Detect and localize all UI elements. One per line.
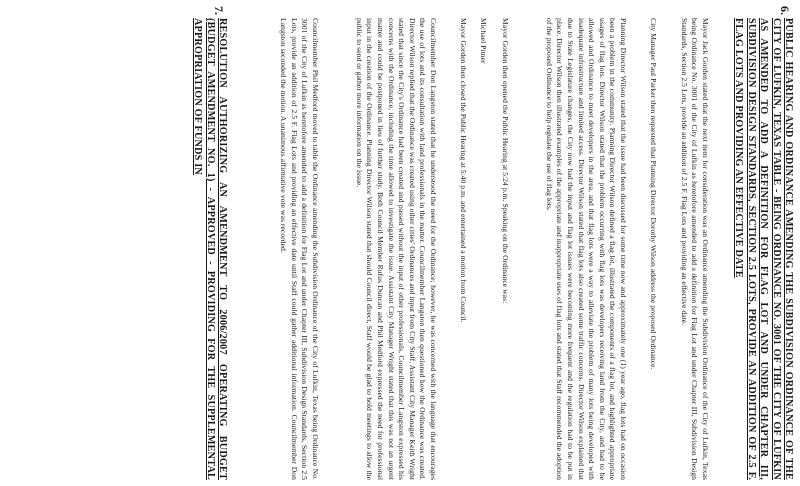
- agenda-item-title-2: RESOLUTION AUTHORIZING AN AMENDMENT TO 2006/2007 OPERATING BUDGET (BUDGET AMENDMENT NO. 1) - APPROVED - PROVIDING FOR THE SUPPLEMENTAL APPROPRIATION OF FUNDS IN: [192, 18, 228, 480]
- paragraph-planning-director: Planning Director Wilson stated that the issue had been discussed for some time now and approximately one (1) year ago, flag lots had on occasion been a problem in the community. Planning Director Wilson defined a flag lot, illustrated the components of a flag lot, and highlighted appropriate usages of flag lots. Director Wilson stated that the problem occurring with flag lots was developers receiving land from the City, and had to be allowed and Ordinance to meet developers in the area, and that flag lots were a way to alleviate the problem of many lots being developed with inadequate infrastructure and limited access. Director Wilson stated that flag lots also created some traffic concerns. Director Wilson explained that due to State Legislature changes, the City now had the input and flag lot issues were becoming more frequent and the regulation had to be put in place. Director Wilson then illustrated examples of the appropriate and inappropriate uses of flag lots and stated that Staff recommended the adoption of the proposed Ordinance to help regulate the use of flag lots.: [544, 18, 628, 480]
- item-number: 6.: [778, 6, 792, 15]
- paragraph-mayor-statement: Mayor Jack Gorden stated that the next item for consideration was an Ordinance amending the Subdivision Ordinance of the City of Lufkin, Texas being Ordinance No. 3001 of the City of Lufkin as heretofore amended to add a definition for Flag Lot and under Chapter III, Subdivision Design Standards, Section 2.5 Lots, provide an addition of 2.5 F. Flag Lots and providing an effective date.: [679, 18, 710, 480]
- paragraph-public-hearing-close: Mayor Gorden then closed the Public Hearing at 5:40 p.m. and entertained a motion from Council.: [459, 18, 468, 323]
- item-number-2: 7.: [212, 6, 226, 15]
- paragraph-motion: Councilmember Phil Medford moved to table the Ordinance amending the Subdivision Ordinance of the City of Lufkin, Texas being Ordinance No. 3001 of the City of Lufkin as heretofore amended to add a definition for Flag Lot and under Chapter III, Subdivision Design Standards, Section 2.5 Lots, provide an addition of 2.5 F. Flag Lots and providing an effective date until Staff could gather additional information. Councilmember Don Langston seconded the motion. A unanimous affirmative vote was recorded.: [279, 18, 320, 480]
- paragraph-city-manager: City Manager Paul Parker then requested that Planning Director Dorothy Wilson address the proposed Ordinance.: [649, 18, 658, 370]
- agenda-item-title: PUBLIC HEARING AND ORDINANCE AMENDING THE SUBDIVISION ORDINANCE OF THE CITY OF LUFKIN, TEXAS TABLE - BEING ORDINANCE NO. 3001 OF THE CITY OF LUFKIN AS AMENDED TO ADD A DEFINITION FOR FLAG LOT AND UNDER CHAPTER III, SUBDIVISION DESIGN STANDARDS, SECTION 2.5 LOTS, PROVIDE AN ADDITION OF 2.5 F. FLAG LOTS AND PROVIDING AN EFFECTIVE DATE: [733, 18, 794, 480]
- paragraph-councilmember-discussion: Councilmember Don Langston stated that he understood the need for the Ordinance; however, he was concerned with the language that encourages the use of lots and its consultation with land professionals in the matter. Councilmember Langston then questioned how the Ordinance was created. Director Wilson replied that the Ordinance was created using other cities' Ordinances and input from City Staff. Assistant City Manager Keith Wright stated that since the City's Ordinance had been created and passed without the input of other professionals, Councilmember Langston expressed his concerns with the Ordinance, including the time allowed to investigate the issue. Assistant City Manager Wright stated that this was not an urgent matter and could be postponed in lieu of further study. Both Council Member Rufus Duncan and Phil Medford expressed the need for professional input in the creation of the Ordinance. Planning Director Wilson stated that should Council direct, Staff would be glad to hold meetings to allow the public to send or gather more information on the issue.: [354, 18, 438, 480]
- paragraph-speaker: Michael Pitner: [479, 18, 488, 64]
- paragraph-public-hearing-open: Mayor Gorden then opened the Public Hearing at 5:24 p.m. Speaking on the Ordinance was:: [501, 18, 510, 304]
